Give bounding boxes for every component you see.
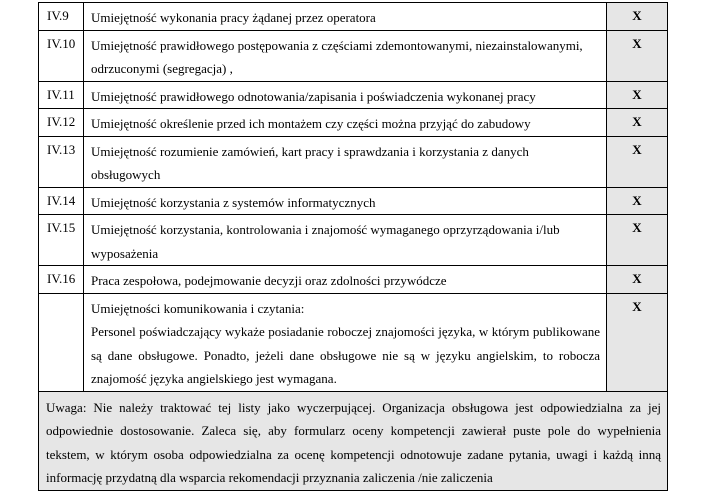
row-code (39, 293, 84, 391)
row-code: IV.10 (39, 30, 84, 81)
table-row (39, 81, 668, 109)
communication-body: Personel poświadczający wykaże posiadanie roboczej znajomości języka, w którym publikowane są dane obsługowe. Ponadto, jeżeli dane obsługowe nie są w języku angielskim, to robocza znajomość języka angielskiego jest wymagana. (91, 324, 600, 386)
row-description: Umiejętność korzystania, kontrolowania i znajomość wymaganego oprzyrządowania i/lub wyposażenia (84, 215, 607, 266)
note-text: Uwaga: Nie należy traktować tej listy jako wyczerpującej. Organizacja obsługowa jest odpowiedzialna za jej odpowiednie dostosowanie. Zaleca się, aby formularz oceny kompetencji zawierał puste pole do wypełnienia tekstem, w którym osoba odpowiedzialna za ocenę kompetencji odnotowuje zadane pytania, uwagi i każdą inną informację przydatną dla wsparcia rekomendacji przyznania zaliczenia /nie zaliczenia (39, 391, 668, 490)
row-description: Umiejętność określenie przed ich montażem czy części można przyjąć do zabudowy (84, 109, 607, 137)
row-code: IV.12 (39, 109, 84, 137)
row-code: IV.15 (39, 215, 84, 266)
table-row (39, 215, 668, 266)
row-mark: X (607, 187, 668, 215)
table-row-communication (39, 293, 668, 391)
row-description: Umiejętność prawidłowego postępowania z częściami zdemontowanymi, niezainstalowanymi, odrzuconymi (segregacja) , (84, 30, 607, 81)
row-mark: X (607, 215, 668, 266)
table-row (39, 266, 668, 294)
row-mark: X (607, 3, 668, 31)
row-mark: X (607, 136, 668, 187)
row-code: IV.11 (39, 81, 84, 109)
table-row (39, 187, 668, 215)
row-code: IV.13 (39, 136, 84, 187)
table-row (39, 136, 668, 187)
row-description: Praca zespołowa, podejmowanie decyzji oraz zdolności przywódcze (84, 266, 607, 294)
row-description: Umiejętność prawidłowego odnotowania/zapisania i poświadczenia wykonanej pracy (84, 81, 607, 109)
note-row (39, 391, 668, 490)
row-mark: X (607, 266, 668, 294)
row-description: Umiejętność korzystania z systemów informatycznych (84, 187, 607, 215)
communication-heading: Umiejętności komunikowania i czytania: (91, 300, 305, 316)
competency-table (38, 2, 668, 491)
table-row (39, 30, 668, 81)
table-row (39, 109, 668, 137)
row-code: IV.14 (39, 187, 84, 215)
row-mark: X (607, 30, 668, 81)
row-code: IV.9 (39, 3, 84, 31)
row-mark: X (607, 109, 668, 137)
row-mark: X (607, 293, 668, 391)
row-description: Umiejętność rozumienie zamówień, kart pracy i sprawdzania i korzystania z danych obsługowych (84, 136, 607, 187)
row-description (84, 293, 607, 391)
table-row (39, 3, 668, 31)
row-description: Umiejętność wykonania pracy żądanej przez operatora (84, 3, 607, 31)
row-code: IV.16 (39, 266, 84, 294)
row-mark: X (607, 81, 668, 109)
